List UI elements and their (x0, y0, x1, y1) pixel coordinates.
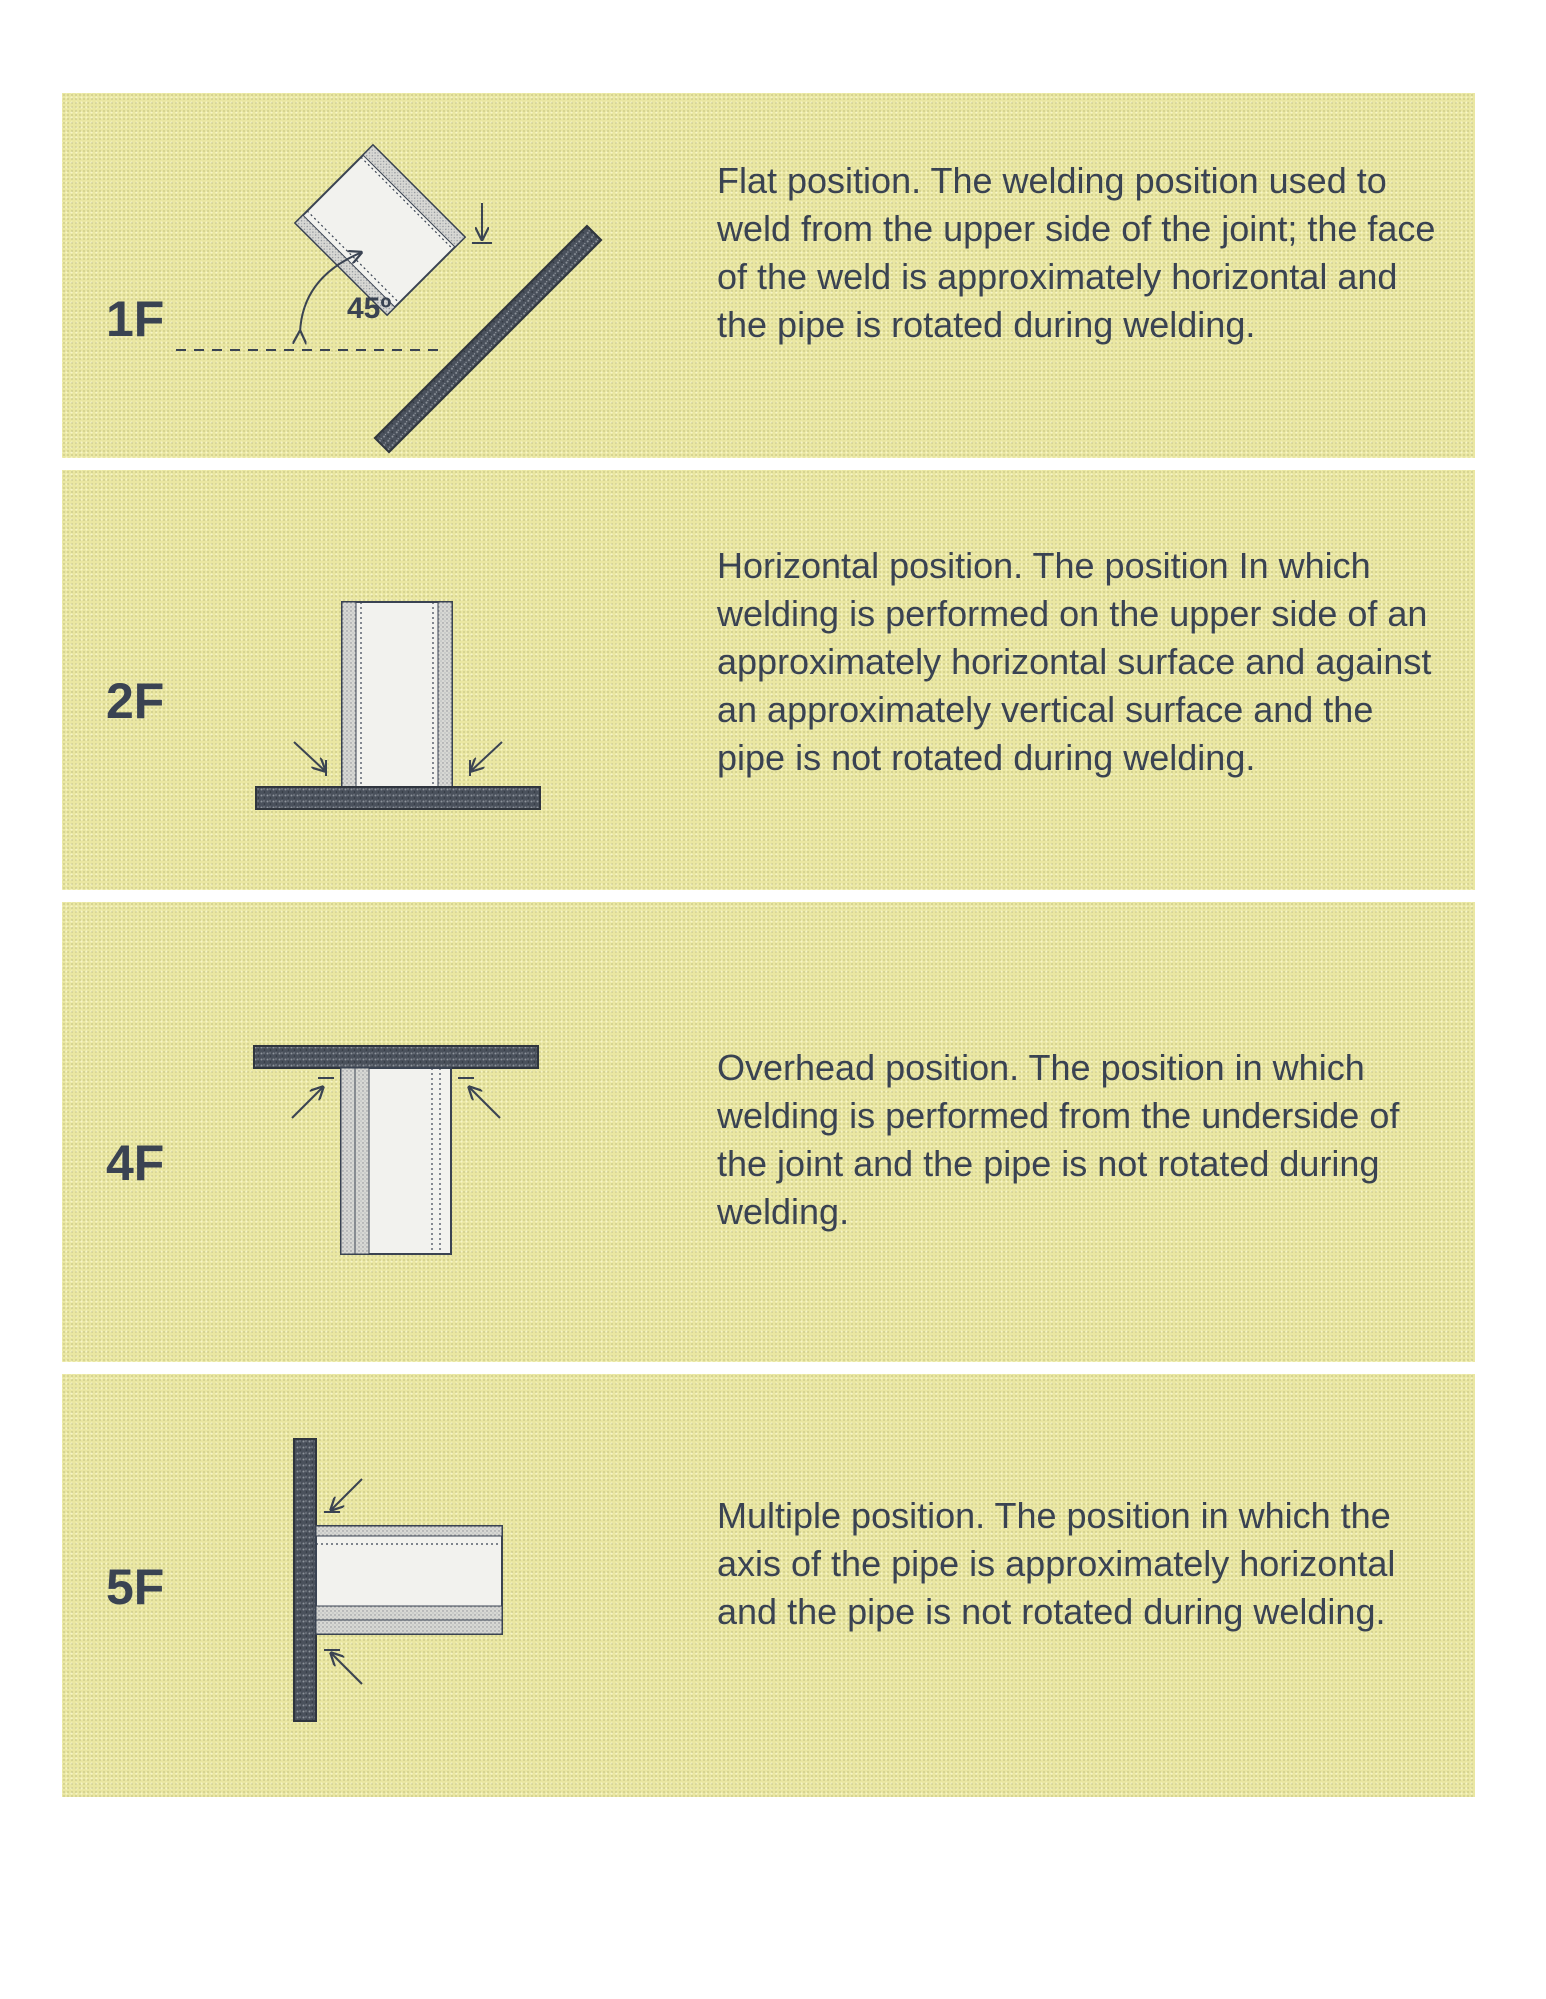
plate (256, 787, 540, 809)
position-code: 5F (106, 1559, 165, 1615)
pipe (295, 145, 465, 315)
weld-arrow-right (470, 1088, 500, 1118)
weld-arrow-left (292, 1088, 322, 1118)
plate (254, 1046, 538, 1068)
angle-label: 45º (347, 292, 392, 325)
position-panel-1f (62, 93, 1475, 458)
position-code: 2F (106, 673, 165, 729)
position-description: Flat position. The welding position used to weld from the upper side of the joint; the face of the weld is approximately horizontal and the pipe is rotated during welding. (717, 160, 1436, 345)
pipe (316, 1526, 502, 1634)
plate (294, 1439, 316, 1721)
overhead-position-diagram (62, 902, 682, 1362)
position-description: Multiple position. The position in which the axis of the pipe is approximately horizontal and the pipe is not rotated during welding. (717, 1495, 1396, 1632)
position-code: 1F (106, 291, 165, 347)
weld-arrow-left (294, 742, 324, 770)
position-panel-4f (62, 902, 1475, 1362)
position-description: Horizontal position. The position In which welding is performed on the upper side of an approximately horizontal surface and against an approximately vertical surface and the pipe is not rotated during welding. (717, 545, 1432, 778)
weld-arrow-top (332, 1479, 362, 1509)
pipe (342, 602, 452, 787)
position-panel-2f (62, 470, 1475, 890)
position-code: 4F (106, 1135, 165, 1191)
weld-arrow-bottom (332, 1654, 362, 1684)
position-panel-5f (62, 1374, 1475, 1797)
position-description: Overhead position. The position in which welding is performed from the underside of the joint and the pipe is not rotated during welding. (717, 1047, 1400, 1232)
weld-arrow-right (472, 742, 502, 770)
flat-position-diagram (62, 93, 682, 458)
pipe (341, 1068, 451, 1254)
